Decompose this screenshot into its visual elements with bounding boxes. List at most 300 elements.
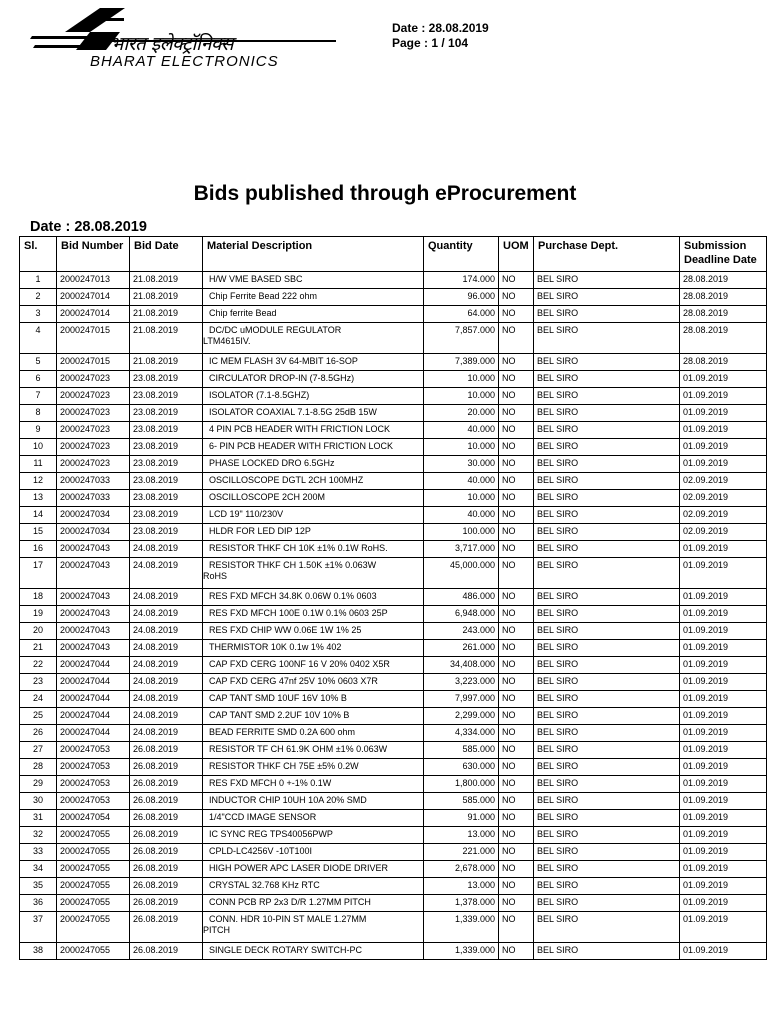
sl-cell-text: 22 xyxy=(32,659,43,669)
page-number: Page : 1 / 104 xyxy=(392,36,469,50)
sl-cell-text: 13 xyxy=(32,492,43,502)
description-cell-text: CAP TANT SMD 2.2UF 10V 10% B xyxy=(209,710,350,720)
sl-cell-text: 32 xyxy=(32,829,43,839)
description-cell-text: Chip ferrite Bead xyxy=(209,308,277,318)
uom-cell-text: NO xyxy=(502,795,516,805)
quantity-cell xyxy=(424,490,499,507)
purchase-dept-cell-text: BEL SIRO xyxy=(537,458,579,468)
description-cell-text: CAP FXD CERG 47nf 25V 10% 0603 X7R xyxy=(209,676,378,686)
column-header: Purchase Dept. xyxy=(534,237,680,272)
table-row xyxy=(20,558,767,589)
uom-cell-text: NO xyxy=(502,373,516,383)
uom-cell xyxy=(499,490,534,507)
deadline-cell xyxy=(680,861,767,878)
quantity-cell xyxy=(424,878,499,895)
uom-cell xyxy=(499,674,534,691)
deadline-cell xyxy=(680,691,767,708)
sl-cell xyxy=(20,861,57,878)
sl-cell xyxy=(20,742,57,759)
deadline-cell xyxy=(680,878,767,895)
uom-cell xyxy=(499,943,534,960)
description-cell xyxy=(203,354,424,371)
sl-cell-text: 2 xyxy=(35,291,41,301)
sl-cell-text: 16 xyxy=(32,543,43,553)
deadline-cell xyxy=(680,657,767,674)
deadline-cell-text: 28.08.2019 xyxy=(683,325,729,335)
bid-number-cell-text: 2000247015 xyxy=(60,356,111,366)
deadline-cell xyxy=(680,793,767,810)
deadline-cell-text: 01.09.2019 xyxy=(683,560,729,570)
uom-cell xyxy=(499,640,534,657)
sl-cell-text: 3 xyxy=(35,308,41,318)
deadline-cell-text: 01.09.2019 xyxy=(683,829,729,839)
sl-cell xyxy=(20,558,57,589)
uom-cell-text: NO xyxy=(502,492,516,502)
purchase-dept-cell xyxy=(534,272,680,289)
purchase-dept-cell xyxy=(534,810,680,827)
bid-date-cell-text: 21.08.2019 xyxy=(133,274,179,284)
sl-cell-text: 30 xyxy=(32,795,43,805)
deadline-cell-text: 01.09.2019 xyxy=(683,625,729,635)
uom-cell-text: NO xyxy=(502,945,516,955)
table-row xyxy=(20,943,767,960)
column-header: Bid Number xyxy=(57,237,130,272)
description-cell xyxy=(203,943,424,960)
deadline-cell xyxy=(680,606,767,623)
sl-cell-text: 35 xyxy=(32,880,43,890)
bid-date-cell xyxy=(130,844,203,861)
sl-cell xyxy=(20,456,57,473)
sl-cell-text: 19 xyxy=(32,608,43,618)
deadline-cell-text: 01.09.2019 xyxy=(683,591,729,601)
bid-date-cell-text: 26.08.2019 xyxy=(133,812,179,822)
sl-cell xyxy=(20,606,57,623)
uom-cell xyxy=(499,912,534,943)
column-header: Submission Deadline Date xyxy=(680,237,767,272)
deadline-cell xyxy=(680,490,767,507)
table-row xyxy=(20,708,767,725)
quantity-cell xyxy=(424,589,499,606)
quantity-cell xyxy=(424,623,499,640)
description-cell-text: CONN PCB RP 2x3 D/R 1.27MM PITCH xyxy=(209,897,371,907)
bid-number-cell-text: 2000247054 xyxy=(60,812,111,822)
uom-cell xyxy=(499,878,534,895)
purchase-dept-cell xyxy=(534,759,680,776)
description-cell xyxy=(203,725,424,742)
uom-cell xyxy=(499,742,534,759)
quantity-cell xyxy=(424,759,499,776)
deadline-cell-text: 01.09.2019 xyxy=(683,778,729,788)
deadline-cell xyxy=(680,674,767,691)
bid-date-cell-text: 23.08.2019 xyxy=(133,509,179,519)
sl-cell-text: 36 xyxy=(32,897,43,907)
description-cell xyxy=(203,691,424,708)
quantity-cell-text: 40.000 xyxy=(467,509,495,519)
bid-date-cell-text: 26.08.2019 xyxy=(133,863,179,873)
bid-date-cell-text: 26.08.2019 xyxy=(133,795,179,805)
purchase-dept-cell-text: BEL SIRO xyxy=(537,761,579,771)
uom-cell-text: NO xyxy=(502,846,516,856)
uom-cell xyxy=(499,306,534,323)
bid-date-cell-text: 26.08.2019 xyxy=(133,744,179,754)
bid-date-cell xyxy=(130,354,203,371)
table-row xyxy=(20,405,767,422)
description-cell-text: CAP FXD CERG 100NF 16 V 20% 0402 X5R xyxy=(209,659,390,669)
sl-cell xyxy=(20,943,57,960)
table-row xyxy=(20,759,767,776)
purchase-dept-cell-text: BEL SIRO xyxy=(537,829,579,839)
description-cell xyxy=(203,473,424,490)
deadline-cell-text: 01.09.2019 xyxy=(683,407,729,417)
description-cell xyxy=(203,422,424,439)
purchase-dept-cell xyxy=(534,388,680,405)
bid-date-cell-text: 23.08.2019 xyxy=(133,475,179,485)
bid-date-cell xyxy=(130,541,203,558)
bid-number-cell-text: 2000247055 xyxy=(60,914,111,924)
bid-number-cell xyxy=(57,272,130,289)
sl-cell-text: 33 xyxy=(32,846,43,856)
deadline-cell-text: 02.09.2019 xyxy=(683,492,729,502)
bid-number-cell-text: 2000247033 xyxy=(60,475,111,485)
uom-cell xyxy=(499,708,534,725)
bid-number-cell xyxy=(57,674,130,691)
bid-number-cell xyxy=(57,759,130,776)
sl-cell-text: 10 xyxy=(32,441,43,451)
sl-cell-text: 9 xyxy=(35,424,41,434)
description-cell-text: PHASE LOCKED DRO 6.5GHz xyxy=(209,458,335,468)
table-row xyxy=(20,674,767,691)
uom-cell xyxy=(499,541,534,558)
uom-cell xyxy=(499,473,534,490)
column-header: UOM xyxy=(499,237,534,272)
quantity-cell xyxy=(424,388,499,405)
purchase-dept-cell xyxy=(534,912,680,943)
quantity-cell-text: 13.000 xyxy=(467,829,495,839)
bid-number-cell xyxy=(57,657,130,674)
column-header: Bid Date xyxy=(130,237,203,272)
quantity-cell-text: 585.000 xyxy=(462,744,495,754)
sl-cell xyxy=(20,289,57,306)
purchase-dept-cell xyxy=(534,623,680,640)
purchase-dept-cell xyxy=(534,456,680,473)
deadline-cell xyxy=(680,272,767,289)
bid-number-cell-text: 2000247023 xyxy=(60,458,111,468)
bid-number-cell-text: 2000247043 xyxy=(60,560,111,570)
deadline-cell-text: 01.09.2019 xyxy=(683,761,729,771)
purchase-dept-cell xyxy=(534,323,680,354)
sl-cell-text: 38 xyxy=(32,945,43,955)
description-cell xyxy=(203,674,424,691)
table-row xyxy=(20,422,767,439)
bid-date-cell xyxy=(130,895,203,912)
quantity-cell xyxy=(424,558,499,589)
bid-date-cell xyxy=(130,589,203,606)
uom-cell-text: NO xyxy=(502,356,516,366)
deadline-cell-text: 01.09.2019 xyxy=(683,744,729,754)
purchase-dept-cell xyxy=(534,473,680,490)
description-cell-text: RES FXD MFCH 0 +-1% 0.1W xyxy=(209,778,332,788)
purchase-dept-cell-text: BEL SIRO xyxy=(537,693,579,703)
uom-cell-text: NO xyxy=(502,829,516,839)
deadline-cell-text: 28.08.2019 xyxy=(683,356,729,366)
uom-cell xyxy=(499,691,534,708)
sl-cell xyxy=(20,691,57,708)
deadline-cell-text: 01.09.2019 xyxy=(683,812,729,822)
purchase-dept-cell-text: BEL SIRO xyxy=(537,795,579,805)
uom-cell xyxy=(499,323,534,354)
purchase-dept-cell xyxy=(534,422,680,439)
bid-number-cell xyxy=(57,827,130,844)
sl-cell xyxy=(20,810,57,827)
quantity-cell-text: 243.000 xyxy=(462,625,495,635)
sl-cell xyxy=(20,623,57,640)
deadline-cell-text: 01.09.2019 xyxy=(683,543,729,553)
purchase-dept-cell-text: BEL SIRO xyxy=(537,543,579,553)
quantity-cell xyxy=(424,439,499,456)
bid-number-cell-text: 2000247023 xyxy=(60,390,111,400)
description-cell-text: BEAD FERRITE SMD 0.2A 600 ohm xyxy=(209,727,356,737)
description-cell xyxy=(203,844,424,861)
column-header: Quantity xyxy=(424,237,499,272)
bid-date-cell xyxy=(130,708,203,725)
sl-cell-text: 1 xyxy=(35,274,41,284)
bid-date-cell-text: 23.08.2019 xyxy=(133,458,179,468)
description-cell-text: ISOLATOR (7.1-8.5GHZ) xyxy=(209,390,310,400)
quantity-cell-text: 7,389.000 xyxy=(454,356,495,366)
purchase-dept-cell-text: BEL SIRO xyxy=(537,509,579,519)
purchase-dept-cell-text: BEL SIRO xyxy=(537,325,579,335)
deadline-cell-text: 01.09.2019 xyxy=(683,458,729,468)
quantity-cell xyxy=(424,507,499,524)
quantity-cell xyxy=(424,422,499,439)
uom-cell xyxy=(499,558,534,589)
quantity-cell xyxy=(424,708,499,725)
description-cell-text: RESISTOR THKF CH 10K ±1% 0.1W RoHS. xyxy=(209,543,388,553)
deadline-cell xyxy=(680,912,767,943)
table-row xyxy=(20,657,767,674)
quantity-cell xyxy=(424,742,499,759)
bid-number-cell-text: 2000247034 xyxy=(60,526,111,536)
description-cell xyxy=(203,456,424,473)
header-meta xyxy=(392,21,489,51)
sl-cell xyxy=(20,473,57,490)
purchase-dept-cell xyxy=(534,606,680,623)
uom-cell-text: NO xyxy=(502,710,516,720)
bid-number-cell xyxy=(57,725,130,742)
purchase-dept-cell xyxy=(534,524,680,541)
table-row xyxy=(20,640,767,657)
quantity-cell xyxy=(424,371,499,388)
uom-cell xyxy=(499,725,534,742)
table-row xyxy=(20,912,767,943)
quantity-cell-text: 20.000 xyxy=(467,407,495,417)
bid-number-cell-text: 2000247044 xyxy=(60,727,111,737)
quantity-cell xyxy=(424,289,499,306)
bid-date-cell-text: 26.08.2019 xyxy=(133,761,179,771)
sl-cell xyxy=(20,827,57,844)
description-cell xyxy=(203,589,424,606)
deadline-cell-text: 01.09.2019 xyxy=(683,693,729,703)
uom-cell-text: NO xyxy=(502,458,516,468)
company-logo xyxy=(30,6,340,72)
table-row xyxy=(20,289,767,306)
purchase-dept-cell-text: BEL SIRO xyxy=(537,308,579,318)
quantity-cell-text: 1,800.000 xyxy=(454,778,495,788)
purchase-dept-cell-text: BEL SIRO xyxy=(537,744,579,754)
table-row xyxy=(20,272,767,289)
bid-number-cell-text: 2000247053 xyxy=(60,795,111,805)
description-continuation-text: PITCH xyxy=(203,925,230,935)
deadline-cell xyxy=(680,943,767,960)
bid-date-cell xyxy=(130,524,203,541)
bid-date-cell xyxy=(130,878,203,895)
quantity-cell-text: 45,000.000 xyxy=(449,560,495,570)
bid-number-cell xyxy=(57,844,130,861)
uom-cell-text: NO xyxy=(502,863,516,873)
table-row xyxy=(20,524,767,541)
uom-cell-text: NO xyxy=(502,274,516,284)
deadline-cell-text: 01.09.2019 xyxy=(683,441,729,451)
bid-date-cell-text: 21.08.2019 xyxy=(133,325,179,335)
deadline-cell xyxy=(680,742,767,759)
bid-date-cell-text: 24.08.2019 xyxy=(133,642,179,652)
uom-cell-text: NO xyxy=(502,761,516,771)
quantity-cell-text: 10.000 xyxy=(467,492,495,502)
deadline-cell xyxy=(680,827,767,844)
quantity-cell-text: 3,717.000 xyxy=(454,543,495,553)
description-cell-text: CIRCULATOR DROP-IN (7-8.5GHz) xyxy=(209,373,355,383)
uom-cell xyxy=(499,524,534,541)
uom-cell-text: NO xyxy=(502,812,516,822)
bid-number-cell xyxy=(57,861,130,878)
sl-cell xyxy=(20,776,57,793)
uom-cell-text: NO xyxy=(502,642,516,652)
purchase-dept-cell xyxy=(534,306,680,323)
bid-number-cell xyxy=(57,473,130,490)
quantity-cell-text: 10.000 xyxy=(467,373,495,383)
quantity-cell-text: 630.000 xyxy=(462,761,495,771)
uom-cell xyxy=(499,623,534,640)
bid-number-cell-text: 2000247034 xyxy=(60,509,111,519)
quantity-cell-text: 1,339.000 xyxy=(454,945,495,955)
deadline-cell xyxy=(680,456,767,473)
sl-cell-text: 12 xyxy=(32,475,43,485)
bid-number-cell-text: 2000247053 xyxy=(60,778,111,788)
description-cell-text: CRYSTAL 32.768 KHz RTC xyxy=(209,880,320,890)
uom-cell-text: NO xyxy=(502,325,516,335)
sl-cell-text: 23 xyxy=(32,676,43,686)
description-cell-text: H/W VME BASED SBC xyxy=(209,274,303,284)
bid-date-cell-text: 26.08.2019 xyxy=(133,914,179,924)
table-row xyxy=(20,742,767,759)
uom-cell xyxy=(499,272,534,289)
deadline-cell-text: 28.08.2019 xyxy=(683,274,729,284)
bid-date-cell-text: 23.08.2019 xyxy=(133,526,179,536)
deadline-cell-text: 01.09.2019 xyxy=(683,642,729,652)
uom-cell xyxy=(499,439,534,456)
deadline-cell xyxy=(680,623,767,640)
deadline-cell-text: 28.08.2019 xyxy=(683,308,729,318)
bid-date-cell-text: 24.08.2019 xyxy=(133,560,179,570)
bid-date-cell xyxy=(130,943,203,960)
deadline-cell xyxy=(680,473,767,490)
bid-number-cell-text: 2000247023 xyxy=(60,373,111,383)
uom-cell-text: NO xyxy=(502,625,516,635)
bid-number-cell xyxy=(57,371,130,388)
uom-cell-text: NO xyxy=(502,407,516,417)
uom-cell xyxy=(499,388,534,405)
purchase-dept-cell-text: BEL SIRO xyxy=(537,676,579,686)
purchase-dept-cell-text: BEL SIRO xyxy=(537,812,579,822)
bid-number-cell xyxy=(57,708,130,725)
bid-number-cell-text: 2000247044 xyxy=(60,659,111,669)
purchase-dept-cell xyxy=(534,541,680,558)
table-row xyxy=(20,371,767,388)
bid-date-cell xyxy=(130,306,203,323)
page-title: Bids published through eProcurement xyxy=(193,182,577,205)
sl-cell-text: 14 xyxy=(32,509,43,519)
purchase-dept-cell-text: BEL SIRO xyxy=(537,863,579,873)
bid-number-cell xyxy=(57,456,130,473)
uom-cell-text: NO xyxy=(502,441,516,451)
bid-number-cell xyxy=(57,354,130,371)
quantity-cell-text: 96.000 xyxy=(467,291,495,301)
column-header: Material Description xyxy=(203,237,424,272)
description-cell xyxy=(203,759,424,776)
uom-cell-text: NO xyxy=(502,509,516,519)
purchase-dept-cell-text: BEL SIRO xyxy=(537,560,579,570)
bid-number-cell-text: 2000247053 xyxy=(60,761,111,771)
uom-cell xyxy=(499,827,534,844)
description-cell-text: CAP TANT SMD 10UF 16V 10% B xyxy=(209,693,347,703)
table-row xyxy=(20,323,767,354)
table-row xyxy=(20,354,767,371)
bid-number-cell-text: 2000247043 xyxy=(60,543,111,553)
deadline-cell-text: 01.09.2019 xyxy=(683,710,729,720)
description-cell xyxy=(203,388,424,405)
bid-date-cell xyxy=(130,674,203,691)
table-row xyxy=(20,810,767,827)
logo-hindi-text: भारत इलेक्ट्रॉनिक्स xyxy=(110,33,234,55)
bid-date-cell-text: 23.08.2019 xyxy=(133,390,179,400)
quantity-cell-text: 174.000 xyxy=(462,274,495,284)
sl-cell-text: 29 xyxy=(32,778,43,788)
sl-cell xyxy=(20,272,57,289)
description-cell-text: OSCILLOSCOPE DGTL 2CH 100MHZ xyxy=(209,475,364,485)
description-cell-text: RES FXD CHIP WW 0.06E 1W 1% 25 xyxy=(209,625,362,635)
sl-cell-text: 8 xyxy=(35,407,41,417)
description-cell xyxy=(203,541,424,558)
sl-cell xyxy=(20,589,57,606)
bid-date-cell-text: 26.08.2019 xyxy=(133,880,179,890)
bid-date-cell xyxy=(130,388,203,405)
sl-cell-text: 17 xyxy=(32,560,43,570)
sl-cell-text: 27 xyxy=(32,744,43,754)
bid-date-cell xyxy=(130,776,203,793)
bid-date-cell-text: 24.08.2019 xyxy=(133,659,179,669)
bid-date-cell xyxy=(130,272,203,289)
purchase-dept-cell xyxy=(534,691,680,708)
purchase-dept-cell xyxy=(534,490,680,507)
quantity-cell-text: 30.000 xyxy=(467,458,495,468)
bid-date-cell xyxy=(130,289,203,306)
bid-number-cell xyxy=(57,323,130,354)
description-cell-text: LCD 19" 110/230V xyxy=(209,509,284,519)
uom-cell xyxy=(499,371,534,388)
bid-number-cell-text: 2000247053 xyxy=(60,744,111,754)
quantity-cell-text: 91.000 xyxy=(467,812,495,822)
sl-cell xyxy=(20,541,57,558)
